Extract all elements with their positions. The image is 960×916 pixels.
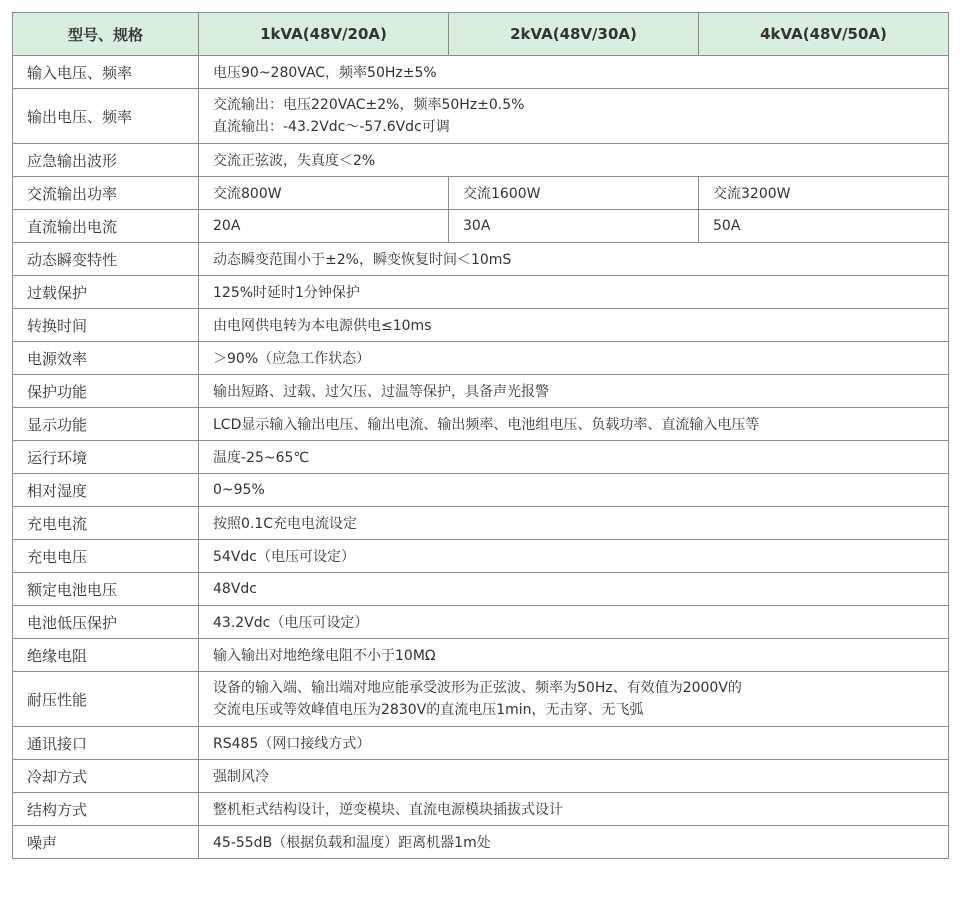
header-model-2kva: 2kVA(48V/30A) bbox=[449, 13, 699, 56]
table-row bbox=[13, 89, 949, 144]
spec-table bbox=[12, 12, 949, 859]
row-value-cell: 20A bbox=[199, 210, 449, 243]
table-row bbox=[13, 177, 949, 210]
row-value: 整机柜式结构设计，逆变模块、直流电源模块插拔式设计 bbox=[199, 793, 949, 826]
table-row bbox=[13, 342, 949, 375]
row-value: 125%时延时1分钟保护 bbox=[199, 276, 949, 309]
row-label: 直流输出电流 bbox=[13, 210, 199, 243]
table-row bbox=[13, 507, 949, 540]
row-label: 转换时间 bbox=[13, 309, 199, 342]
row-label: 过载保护 bbox=[13, 276, 199, 309]
row-label: 绝缘电阻 bbox=[13, 639, 199, 672]
table-row bbox=[13, 309, 949, 342]
table-row bbox=[13, 606, 949, 639]
row-value bbox=[199, 672, 949, 727]
table-row bbox=[13, 727, 949, 760]
row-value: 交流正弦波，失真度＜2% bbox=[199, 144, 949, 177]
table-row bbox=[13, 441, 949, 474]
table-row bbox=[13, 210, 949, 243]
table-row bbox=[13, 760, 949, 793]
table-row bbox=[13, 474, 949, 507]
row-label: 噪声 bbox=[13, 826, 199, 859]
row-value: 由电网供电转为本电源供电≤10ms bbox=[199, 309, 949, 342]
row-value-line: 直流输出：-43.2Vdc～-57.6Vdc可调 bbox=[213, 119, 450, 135]
row-label: 充电电流 bbox=[13, 507, 199, 540]
row-value-line: 设备的输入端、输出端对地应能承受波形为正弦波、频率为50Hz、有效值为2000V的 bbox=[213, 680, 742, 696]
table-row bbox=[13, 56, 949, 89]
row-value-cell: 30A bbox=[449, 210, 699, 243]
row-value-cell: 交流1600W bbox=[449, 177, 699, 210]
row-value: ＞90%（应急工作状态） bbox=[199, 342, 949, 375]
row-label: 显示功能 bbox=[13, 408, 199, 441]
row-value: 强制风冷 bbox=[199, 760, 949, 793]
header-row bbox=[13, 13, 949, 56]
row-label: 冷却方式 bbox=[13, 760, 199, 793]
table-row bbox=[13, 639, 949, 672]
table-row bbox=[13, 276, 949, 309]
row-value: LCD显示输入输出电压、输出电流、输出频率、电池组电压、负载功率、直流输入电压等 bbox=[199, 408, 949, 441]
table-row bbox=[13, 826, 949, 859]
header-model-1kva: 1kVA(48V/20A) bbox=[199, 13, 449, 56]
row-label: 电源效率 bbox=[13, 342, 199, 375]
row-label: 充电电压 bbox=[13, 540, 199, 573]
row-value: 按照0.1C充电电流设定 bbox=[199, 507, 949, 540]
row-value: 0~95% bbox=[199, 474, 949, 507]
row-label: 相对湿度 bbox=[13, 474, 199, 507]
row-value: 动态瞬变范围小于±2%，瞬变恢复时间＜10mS bbox=[199, 243, 949, 276]
table-row bbox=[13, 672, 949, 727]
row-label: 额定电池电压 bbox=[13, 573, 199, 606]
table-row bbox=[13, 408, 949, 441]
header-label: 型号、规格 bbox=[13, 13, 199, 56]
table-row bbox=[13, 243, 949, 276]
row-label: 交流输出功率 bbox=[13, 177, 199, 210]
row-value: RS485（网口接线方式） bbox=[199, 727, 949, 760]
table-row bbox=[13, 375, 949, 408]
row-value: 电压90~280VAC，频率50Hz±5% bbox=[199, 56, 949, 89]
row-label: 输入电压、频率 bbox=[13, 56, 199, 89]
row-value: 温度-25~65℃ bbox=[199, 441, 949, 474]
table-row bbox=[13, 144, 949, 177]
row-value-cell: 50A bbox=[699, 210, 949, 243]
row-value: 输出短路、过载、过欠压、过温等保护，具备声光报警 bbox=[199, 375, 949, 408]
row-value-line: 交流输出：电压220VAC±2%，频率50Hz±0.5% bbox=[213, 97, 525, 113]
table-row bbox=[13, 573, 949, 606]
row-value: 54Vdc（电压可设定） bbox=[199, 540, 949, 573]
spec-table-header bbox=[13, 13, 949, 56]
spec-table-body bbox=[13, 56, 949, 859]
row-value: 48Vdc bbox=[199, 573, 949, 606]
row-label: 应急输出波形 bbox=[13, 144, 199, 177]
row-value-line: 交流电压或等效峰值电压为2830V的直流电压1min，无击穿、无飞弧 bbox=[213, 702, 644, 718]
row-value-cell: 交流3200W bbox=[699, 177, 949, 210]
row-value bbox=[199, 89, 949, 144]
row-label: 通讯接口 bbox=[13, 727, 199, 760]
row-label: 保护功能 bbox=[13, 375, 199, 408]
table-row bbox=[13, 540, 949, 573]
row-value: 43.2Vdc（电压可设定） bbox=[199, 606, 949, 639]
row-value-cell: 交流800W bbox=[199, 177, 449, 210]
row-label: 输出电压、频率 bbox=[13, 89, 199, 144]
row-label: 动态瞬变特性 bbox=[13, 243, 199, 276]
row-label: 电池低压保护 bbox=[13, 606, 199, 639]
header-model-4kva: 4kVA(48V/50A) bbox=[699, 13, 949, 56]
row-label: 耐压性能 bbox=[13, 672, 199, 727]
row-label: 运行环境 bbox=[13, 441, 199, 474]
row-value: 输入输出对地绝缘电阻不小于10MΩ bbox=[199, 639, 949, 672]
row-value: 45-55dB（根据负载和温度）距离机器1m处 bbox=[199, 826, 949, 859]
table-row bbox=[13, 793, 949, 826]
row-label: 结构方式 bbox=[13, 793, 199, 826]
